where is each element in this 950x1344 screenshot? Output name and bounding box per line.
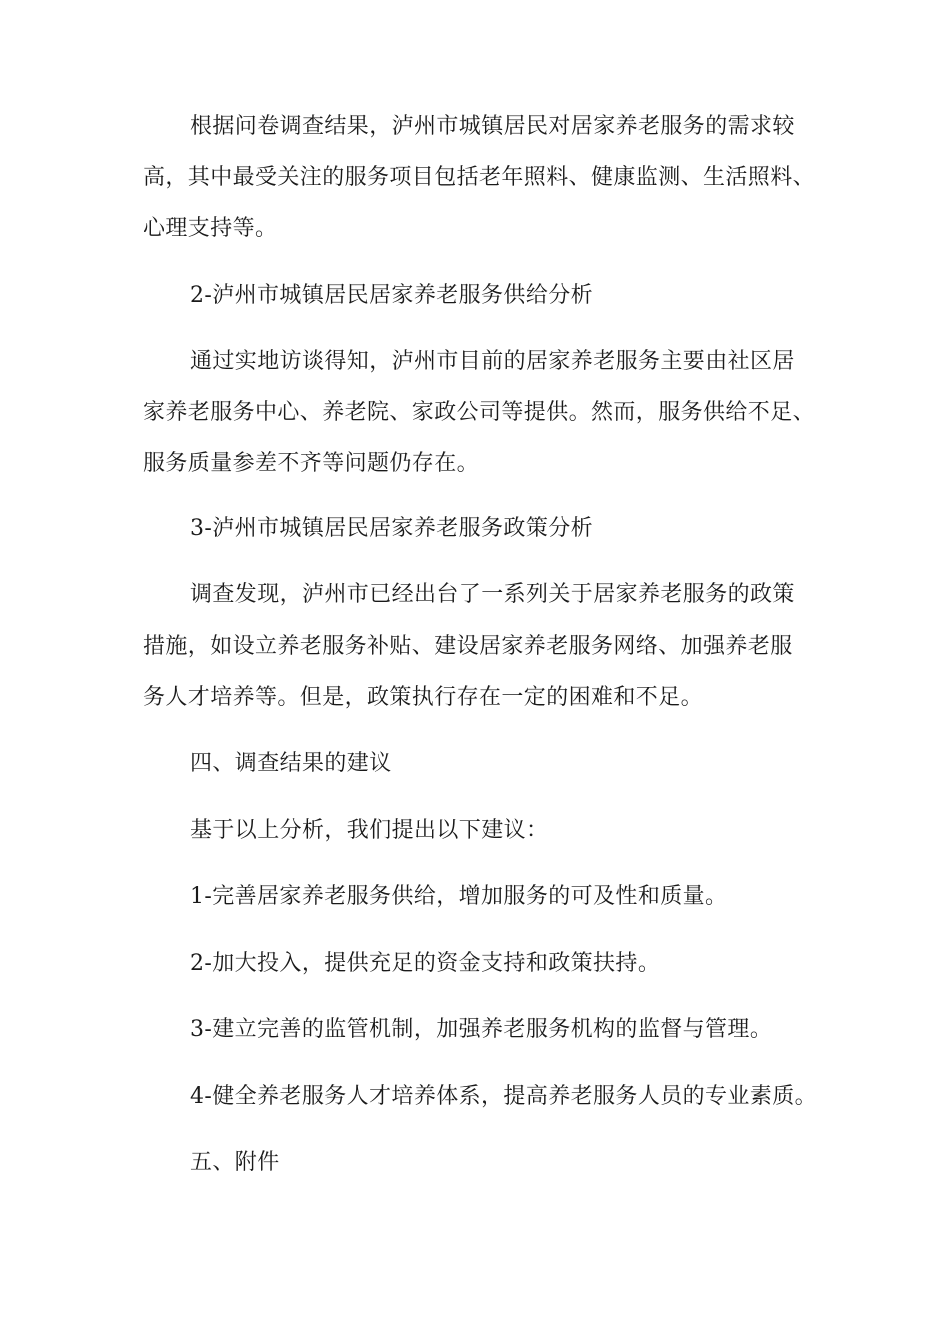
section-heading-3: 3-泸州市城镇居民居家养老服务政策分析 <box>190 516 594 541</box>
recommendation-3: 3-建立完善的监管机制，加强养老服务机构的监督与管理。 <box>190 1017 773 1042</box>
paragraph-2-line-1: 通过实地访谈得知，泸州市目前的居家养老服务主要由社区居 <box>190 349 795 374</box>
section-heading-5: 五、附件 <box>190 1150 280 1175</box>
paragraph-3-line-1: 调查发现，泸州市已经出台了一系列关于居家养老服务的政策 <box>190 582 795 607</box>
paragraph-1-line-1: 根据问卷调查结果，泸州市城镇居民对居家养老服务的需求较 <box>190 114 795 139</box>
paragraph-3-line-2: 措施，如设立养老服务补贴、建设居家养老服务网络、加强养老服 <box>143 634 793 659</box>
recommendation-2: 2-加大投入，提供充足的资金支持和政策扶持。 <box>190 951 661 976</box>
recommendation-4: 4-健全养老服务人才培养体系，提高养老服务人员的专业素质。 <box>190 1084 818 1109</box>
paragraph-1-line-2: 高，其中最受关注的服务项目包括老年照料、健康监测、生活照料、 <box>143 165 816 190</box>
section-heading-2: 2-泸州市城镇居民居家养老服务供给分析 <box>190 283 594 308</box>
paragraph-1-line-3: 心理支持等。 <box>143 216 278 241</box>
recommendations-intro: 基于以上分析，我们提出以下建议： <box>190 818 549 843</box>
paragraph-2-line-2: 家养老服务中心、养老院、家政公司等提供。然而，服务供给不足、 <box>143 400 816 425</box>
section-heading-4: 四、调查结果的建议 <box>190 751 392 776</box>
paragraph-3-line-3: 务人才培养等。但是，政策执行存在一定的困难和不足。 <box>143 685 704 710</box>
paragraph-2-line-3: 服务质量参差不齐等问题仍存在。 <box>143 451 480 476</box>
recommendation-1: 1-完善居家养老服务供给，增加服务的可及性和质量。 <box>190 884 728 909</box>
